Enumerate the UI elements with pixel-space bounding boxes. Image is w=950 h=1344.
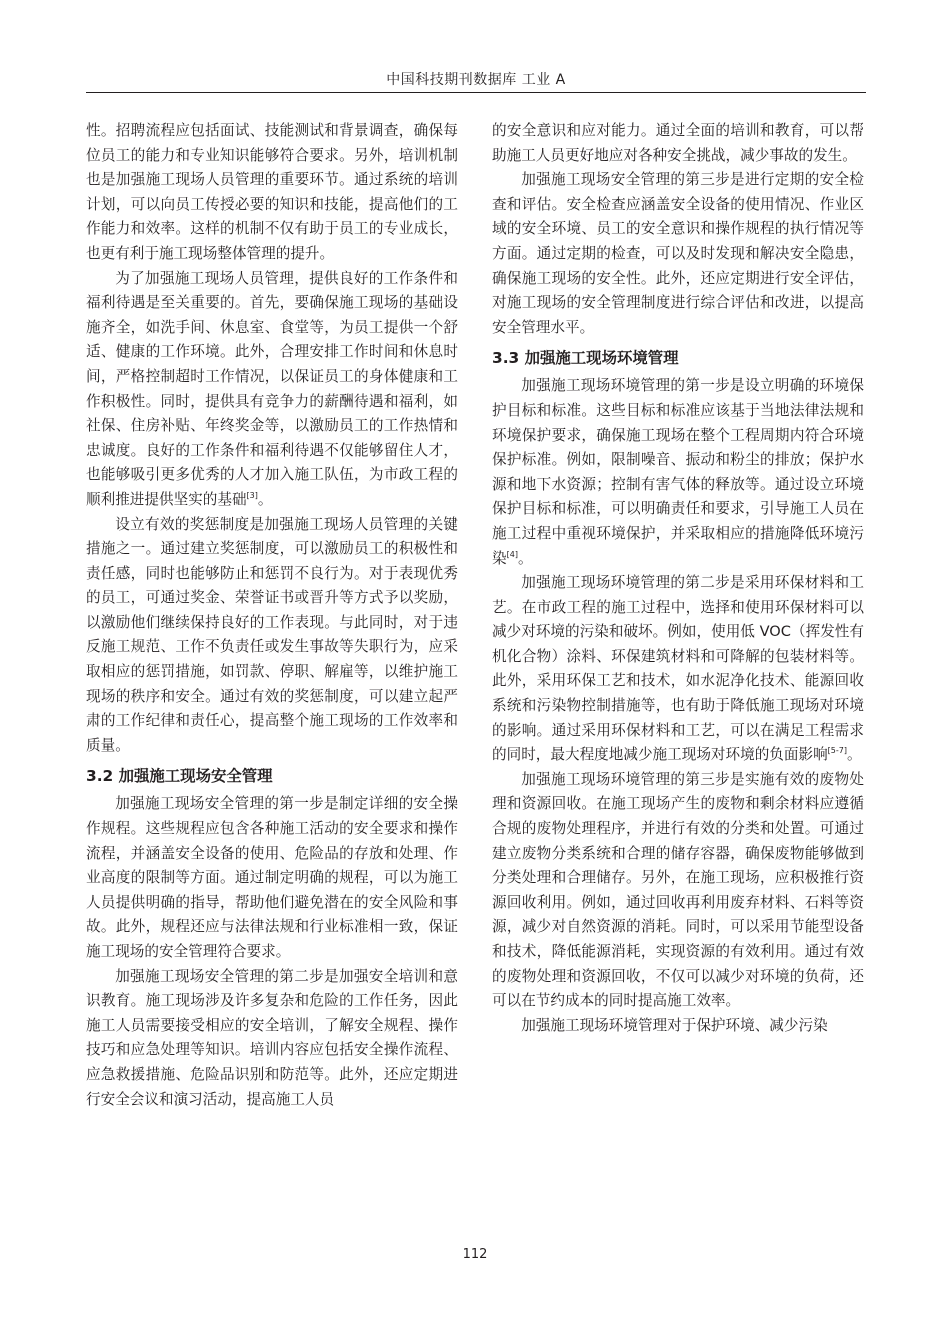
- paragraph: 加强施工现场环境管理对于保护环境、减少污染: [521, 1016, 828, 1034]
- header-rule: [86, 92, 866, 93]
- citation-ref: [5-7]: [827, 746, 847, 756]
- paragraph: 加强施工现场安全管理的第一步是制定详细的安全操作规程。这些规程应包含各种施工活动的安全要求和操作流程，并涵盖安全设备的使用、危险品的存放和处理、作业高度的限制等方面。通过制定明确的规程，可以为施工人员提供明确的指导，帮助他们避免潜在的安全风险和事故。此外，规程还应与法律法规和行业标准相一致，保证施工现场的安全管理符合要求。: [86, 795, 458, 960]
- paragraph-end: 。: [517, 549, 533, 567]
- page-number: 112: [462, 1247, 488, 1262]
- section-heading-3-2: 3.2 加强施工现场安全管理: [86, 767, 273, 786]
- paragraph-end: 。: [257, 490, 273, 508]
- paragraph: 加强施工现场安全管理的第二步是加强安全培训和意识教育。施工现场涉及许多复杂和危险的工作任务，因此施工人员需要接受相应的安全培训，了解安全规程、操作技巧和应急处理等知识。培训内容应包括安全操作流程、应急救援措施、危险品识别和防范等。此外，还应定期进行安全会议和演习活动，提高施工人员: [86, 967, 458, 1108]
- right-column: [492, 119, 864, 1038]
- citation-ref: [4]: [506, 549, 518, 559]
- paragraph: 加强施工现场环境管理的第三步是实施有效的废物处理和资源回收。在施工现场产生的废物和剩余材料应遵循合规的废物处理程序，并进行有效的分类和处置。可通过建立废物分类系统和合理的储存容器，确保废物能够做到分类处理和合理储存。另外，在施工现场，应积极推行资源回收利用。例如，通过回收再利用废弃材料、石料等资源，减少对自然资源的消耗。同时，可以采用节能型设备和技术，降低能源消耗，实现资源的有效利用。通过有效的废物处理和资源回收，不仅可以减少对环境的负荷，还可以在节约成本的同时提高施工效率。: [492, 770, 864, 1010]
- citation-ref: [3]: [246, 491, 258, 501]
- paragraph-text: 为了加强施工现场人员管理，提供良好的工作条件和福利待遇是至关重要的。首先，要确保施工现场的基础设施齐全，如洗手间、休息室、食堂等，为员工提供一个舒适、健康的工作环境。此外，合理安排工作时间和休息时间，严格控制超时工作情况，以保证员工的身体健康和工作积极性。同时，提供具有竞争力的薪酬待遇和福利，如社保、住房补贴、年终奖金等，以激励员工的工作热情和忠诚度。良好的工作条件和福利待遇不仅能够留住人才，也能够吸引更多优秀的人才加入施工队伍，为市政工程的顺利推进提供坚实的基础: [86, 269, 458, 508]
- paragraph: [492, 571, 864, 768]
- paragraph: 的安全意识和应对能力。通过全面的培训和教育，可以帮助施工人员更好地应对各种安全挑战，减少事故的发生。: [492, 122, 864, 164]
- paragraph: [86, 267, 458, 513]
- paragraph-text: 加强施工现场环境管理的第一步是设立明确的环境保护目标和标准。这些目标和标准应该基于当地法律法规和环境保护要求，确保施工现场在整个工程周期内符合环境保护标准。例如，限制噪音、振动和粉尘的排放；保护水源和地下水资源；控制有害气体的释放等。通过设立环境保护目标和标准，可以明确责任和要求，引导施工人员在施工过程中重视环境保护，并采取相应的措施降低环境污染: [492, 377, 864, 567]
- paragraph: 设立有效的奖惩制度是加强施工现场人员管理的关键措施之一。通过建立奖惩制度，可以激励员工的积极性和责任感，同时也能够防止和惩罚不良行为。对于表现优秀的员工，可通过奖金、荣誉证书或晋升等方式予以奖励，以激励他们继续保持良好的工作表现。与此同时，对于违反施工规范、工作不负责任或发生事故等失职行为，应采取相应的惩罚措施，如罚款、停职、解雇等，以维护施工现场的秩序和安全。通过有效的奖惩制度，可以建立起严肃的工作纪律和责任心，提高整个施工现场的工作效率和质量。: [86, 515, 458, 754]
- section-heading-3-3: 3.3 加强施工现场环境管理: [492, 349, 679, 368]
- paragraph: 加强施工现场安全管理的第三步是进行定期的安全检查和评估。安全检查应涵盖安全设备的使用情况、作业区域的安全环境、员工的安全意识和操作规程的执行情况等方面。通过定期的检查，可以及时发现和解决安全隐患，确保施工现场的安全性。此外，还应定期进行安全评估，对施工现场的安全管理制度进行综合评估和改进，以提高安全管理水平。: [492, 171, 864, 336]
- paragraph-text: 加强施工现场环境管理的第二步是采用环保材料和工艺。在市政工程的施工过程中，选择和使用环保材料可以减少对环境的污染和破坏。例如，使用低 VOC（挥发性有机化合物）涂料、环保建筑材料和可降解的包装材料等。此外，采用环保工艺和技术，如水泥净化技术、能源回收系统和污染物控制措施等，也有助于降低施工现场对环境的影响。通过采用环保材料和工艺，可以在满足工程需求的同时，最大程度地减少施工现场对环境的负面影响: [492, 574, 864, 764]
- journal-header: 中国科技期刊数据库 工业 A: [386, 72, 566, 88]
- left-column: [86, 119, 458, 1112]
- paragraph-end: 。: [846, 746, 862, 764]
- paragraph: 性。招聘流程应包括面试、技能测试和背景调查，确保每位员工的能力和专业知识能够符合要求。另外，培训机制也是加强施工现场人员管理的重要环节。通过系统的培训计划，可以向员工传授必要的知识和技能，提高他们的工作能力和效率。这样的机制不仅有助于员工的专业成长，也更有利于施工现场整体管理的提升。: [86, 122, 458, 262]
- paragraph: [492, 374, 864, 571]
